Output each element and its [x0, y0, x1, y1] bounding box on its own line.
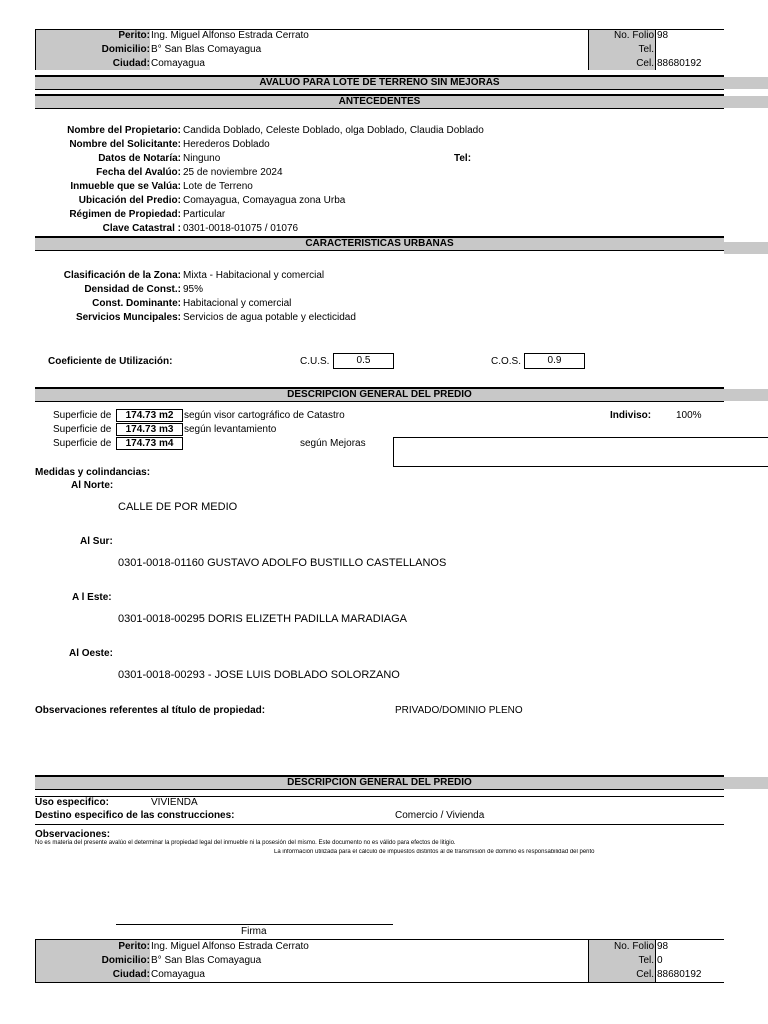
superficie-label-3: Superficie de [53, 438, 112, 449]
medidas-label: Medidas y colindancias: [35, 467, 151, 478]
footer-domicilio-value: B° San Blas Comayagua [151, 955, 262, 966]
regimen-value: Particular [183, 209, 226, 220]
sur-value: 0301-0018-01160 GUSTAVO ADOLFO BUSTILLO CASTELLANOS [118, 557, 447, 569]
footer-perito-value: Ing. Miguel Alfonso Estrada Cerrato [151, 941, 309, 952]
notaria-label: Datos de Notaría: [98, 153, 181, 164]
domicilio-value: B° San Blas Comayagua [151, 44, 262, 55]
superficie-value-1: 174.73 m2 [116, 409, 183, 422]
antecedentes-bar-extension [724, 96, 768, 108]
superficie-label-2: Superficie de [53, 424, 112, 435]
folio-value: 98 [657, 30, 669, 41]
dominante-label: Const. Dominante: [92, 298, 181, 309]
fecha-value: 25 de noviembre 2024 [183, 167, 283, 178]
sur-label: Al Sur: [80, 536, 113, 547]
cel-label: Cel. [636, 58, 654, 69]
cus-label: C.U.S. [300, 356, 330, 367]
ubicacion-value: Comayagua, Comayagua zona Urba [183, 195, 346, 206]
dominante-value: Habitacional y comercial [183, 298, 292, 309]
norte-label: Al Norte: [71, 480, 114, 491]
perito-value: Ing. Miguel Alfonso Estrada Cerrato [151, 30, 309, 41]
footer-bottom-rule [35, 982, 724, 983]
solicitante-value: Herederos Doblado [183, 139, 270, 150]
cos-label: C.O.S. [491, 356, 522, 367]
inmueble-label: Inmueble que se Valúa: [70, 181, 181, 192]
tel-antecedentes-label: Tel: [454, 153, 472, 164]
coeficiente-label: Coeficiente de Utilización: [48, 356, 173, 367]
obs-titulo-value: PRIVADO/DOMINIO PLENO [395, 705, 523, 716]
footer-cel-value: 88680192 [657, 969, 702, 980]
inmueble-value: Lote de Terreno [183, 181, 253, 192]
ubicacion-label: Ubicación del Predio: [78, 195, 181, 206]
solicitante-label: Nombre del Solicitante: [69, 139, 181, 150]
header-right-rule [655, 29, 656, 70]
document-title: AVALUO PARA LOTE DE TERRENO SIN MEJORAS [35, 75, 724, 90]
cel-value: 88680192 [657, 58, 702, 69]
superficie-label-1: Superficie de [53, 410, 112, 421]
ciudad-label: Ciudad: [112, 58, 150, 69]
servicios-value: Servicios de agua potable y electicidad [183, 312, 356, 323]
oeste-value: 0301-0018-00293 - JOSE LUIS DOBLADO SOLORZANO [118, 669, 400, 681]
footer-domicilio-label: Domicilio: [101, 955, 150, 966]
zona-value: Mixta - Habitacional y comercial [183, 270, 325, 281]
indiviso-value: 100% [676, 410, 702, 421]
title-bar-extension [724, 77, 768, 89]
predio2-heading: DESCRIPCION GENERAL DEL PREDIO [35, 775, 724, 790]
footer-folio-value: 98 [657, 941, 669, 952]
propietario-value: Candida Doblado, Celeste Doblado, olga Doblado, Claudia Doblado [183, 125, 484, 136]
footer-cel-label: Cel. [636, 969, 654, 980]
propietario-label: Nombre del Propietario: [67, 125, 181, 136]
tel-label: Tel. [638, 44, 654, 55]
fecha-label: Fecha del Avalúo: [96, 167, 181, 178]
oeste-label: Al Oeste: [69, 648, 113, 659]
footer-perito-label: Perito: [118, 941, 150, 952]
zona-label: Clasificación de la Zona: [63, 270, 181, 281]
cus-value: 0.5 [333, 353, 394, 369]
uso-label: Uso especifico: [35, 797, 109, 808]
predio-bar-extension [724, 389, 768, 401]
superficie-desc-1: según visor cartográfico de Catastro [184, 410, 345, 421]
regimen-label: Régimen de Propiedad: [69, 209, 181, 220]
este-label: A l Este: [72, 592, 112, 603]
superficie-desc-3: según Mejoras [300, 438, 366, 449]
antecedentes-heading: ANTECEDENTES [35, 94, 724, 109]
predio2-bar-extension [724, 777, 768, 789]
cos-value: 0.9 [524, 353, 585, 369]
predio2-rule [35, 796, 724, 797]
predio-heading: DESCRIPCION GENERAL DEL PREDIO [35, 387, 724, 402]
footer-folio-label: No. Folio [613, 941, 654, 952]
footer-tel-label: Tel. [638, 955, 654, 966]
signature-line [116, 924, 393, 925]
note-1: No es materia del presente avalúo el determinar la propiedad legal del inmueble ni la posesión del mismo. Este documento no es válido para efectos de litigio. [35, 840, 456, 846]
clave-value: 0301-0018-01075 / 01076 [183, 223, 299, 234]
destino-label: Destino especifico de las construcciones: [35, 810, 235, 821]
superficie-desc-2: según levantamiento [184, 424, 277, 435]
footer-top-rule [35, 939, 724, 940]
superficie-value-3: 174.73 m4 [116, 437, 183, 450]
note-2: La información utilizada para el cálculo de impuestos distintos al de transmisión de dominio es responsabilidad del perito [274, 849, 595, 855]
footer-right-rule [655, 939, 656, 982]
ciudad-value: Comayagua [151, 58, 205, 69]
observaciones-label: Observaciones: [35, 829, 111, 840]
indiviso-label: Indiviso: [610, 410, 652, 421]
norte-value: CALLE DE POR MEDIO [118, 501, 238, 513]
urbanas-heading: CARACTERISTICAS URBANAS [35, 236, 724, 251]
densidad-value: 95% [183, 284, 204, 295]
obs-titulo-label: Observaciones referentes al título de propiedad: [35, 705, 266, 716]
superficie-value-2: 174.73 m3 [116, 423, 183, 436]
footer-tel-value: 0 [657, 955, 663, 966]
este-value: 0301-0018-00295 DORIS ELIZETH PADILLA MARADIAGA [118, 613, 407, 625]
folio-label: No. Folio [613, 30, 654, 41]
notaria-value: Ninguno [183, 153, 221, 164]
perito-label: Perito: [118, 30, 150, 41]
densidad-label: Densidad de Const.: [84, 284, 181, 295]
footer-ciudad-value: Comayagua [151, 969, 205, 980]
destino-value: Comercio / Vivienda [395, 810, 485, 821]
mejoras-box [393, 437, 768, 467]
urbanas-bar-extension [724, 242, 768, 254]
clave-label: Clave Catastral : [102, 223, 181, 234]
firma-label: Firma [241, 926, 267, 937]
destino-rule [35, 824, 724, 825]
domicilio-label: Domicilio: [101, 44, 150, 55]
servicios-label: Servicios Muncipales: [75, 312, 181, 323]
uso-value: VIVIENDA [151, 797, 198, 808]
footer-ciudad-label: Ciudad: [112, 969, 150, 980]
